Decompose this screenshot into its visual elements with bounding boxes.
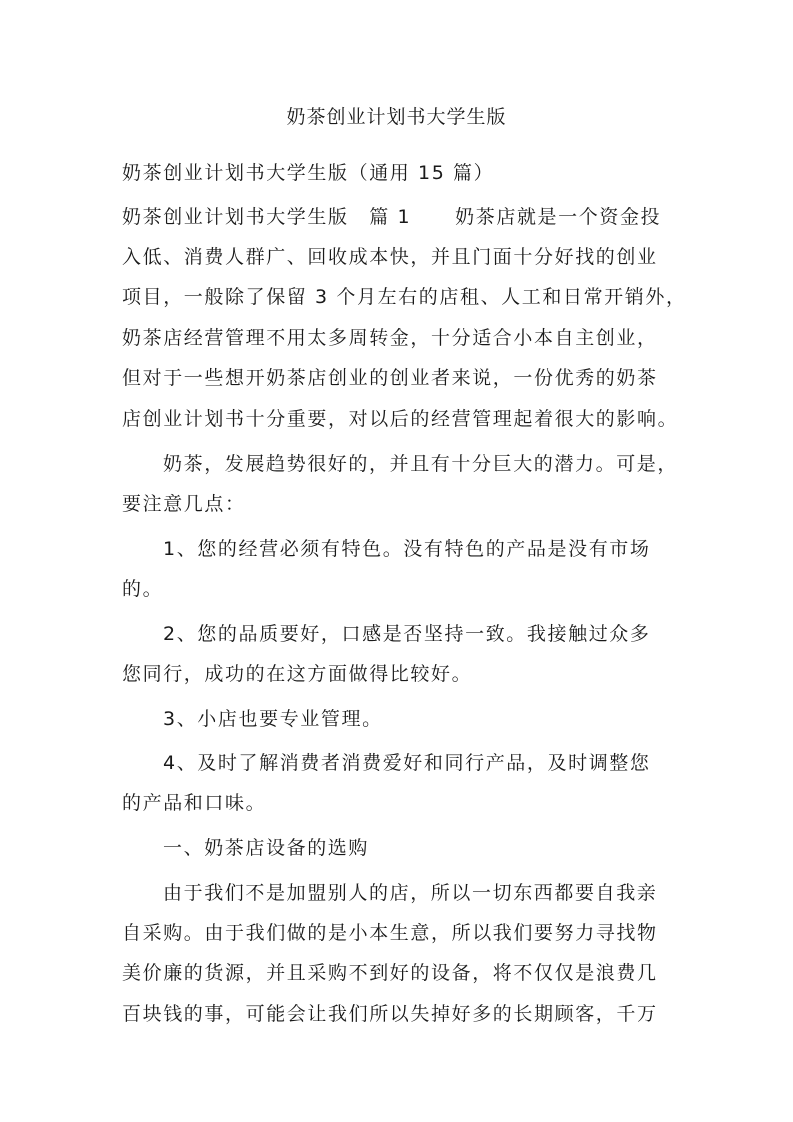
paragraph-line: 您同行，成功的在这方面做得比较好。 xyxy=(122,663,473,685)
list-item: 4、及时了解消费者消费爱好和同行产品，及时调整您 xyxy=(163,752,651,774)
paragraph-line: 要注意几点： xyxy=(122,493,246,515)
list-item: 3、小店也要专业管理。 xyxy=(163,708,383,730)
paragraph-line: 入低、消费人群广、回收成本快，并且门面十分好找的创业 xyxy=(122,246,658,268)
paragraph-line: 美价廉的货源，并且采购不到好的设备，将不仅仅是浪费几 xyxy=(122,962,658,984)
document-title: 奶茶创业计划书大学生版 xyxy=(286,106,507,128)
paragraph-line: 的。 xyxy=(122,578,164,600)
paragraph-line: 店创业计划书十分重要，对以后的经营管理起着很大的影响。 xyxy=(122,408,679,430)
paragraph-line: 奶茶，发展趋势很好的，并且有十分巨大的潜力。可是， xyxy=(163,453,679,475)
paragraph-line: 自采购。由于我们做的是小本生意，所以我们要努力寻找物 xyxy=(122,922,658,944)
list-item: 1、您的经营必须有特色。没有特色的产品是没有市场 xyxy=(163,538,651,560)
paragraph-text: 奶茶店就是一个资金投 xyxy=(455,206,662,228)
section-heading: 一、奶茶店设备的选购 xyxy=(163,837,370,859)
paragraph-line: 但对于一些想开奶茶店创业的创业者来说，一份优秀的奶茶 xyxy=(122,367,658,389)
paragraph-line: 项目，一般除了保留 3 个月左右的店租、人工和日常开销外， xyxy=(122,286,687,308)
paragraph-line: 百块钱的事，可能会让我们所以失掉好多的长期顾客，千万 xyxy=(122,1003,658,1025)
document-subtitle: 奶茶创业计划书大学生版（通用 15 篇） xyxy=(122,162,495,184)
paragraph-line: 的产品和口味。 xyxy=(122,792,267,814)
paragraph-line xyxy=(122,203,697,231)
section-label: 奶茶创业计划书大学生版 篇 1 xyxy=(122,206,412,228)
list-item: 2、您的品质要好，口感是否坚持一致。我接触过众多 xyxy=(163,623,651,645)
paragraph-line: 奶茶店经营管理不用太多周转金，十分适合小本自主创业， xyxy=(122,327,658,349)
paragraph-line: 由于我们不是加盟别人的店，所以一切东西都要自我亲 xyxy=(163,882,658,904)
